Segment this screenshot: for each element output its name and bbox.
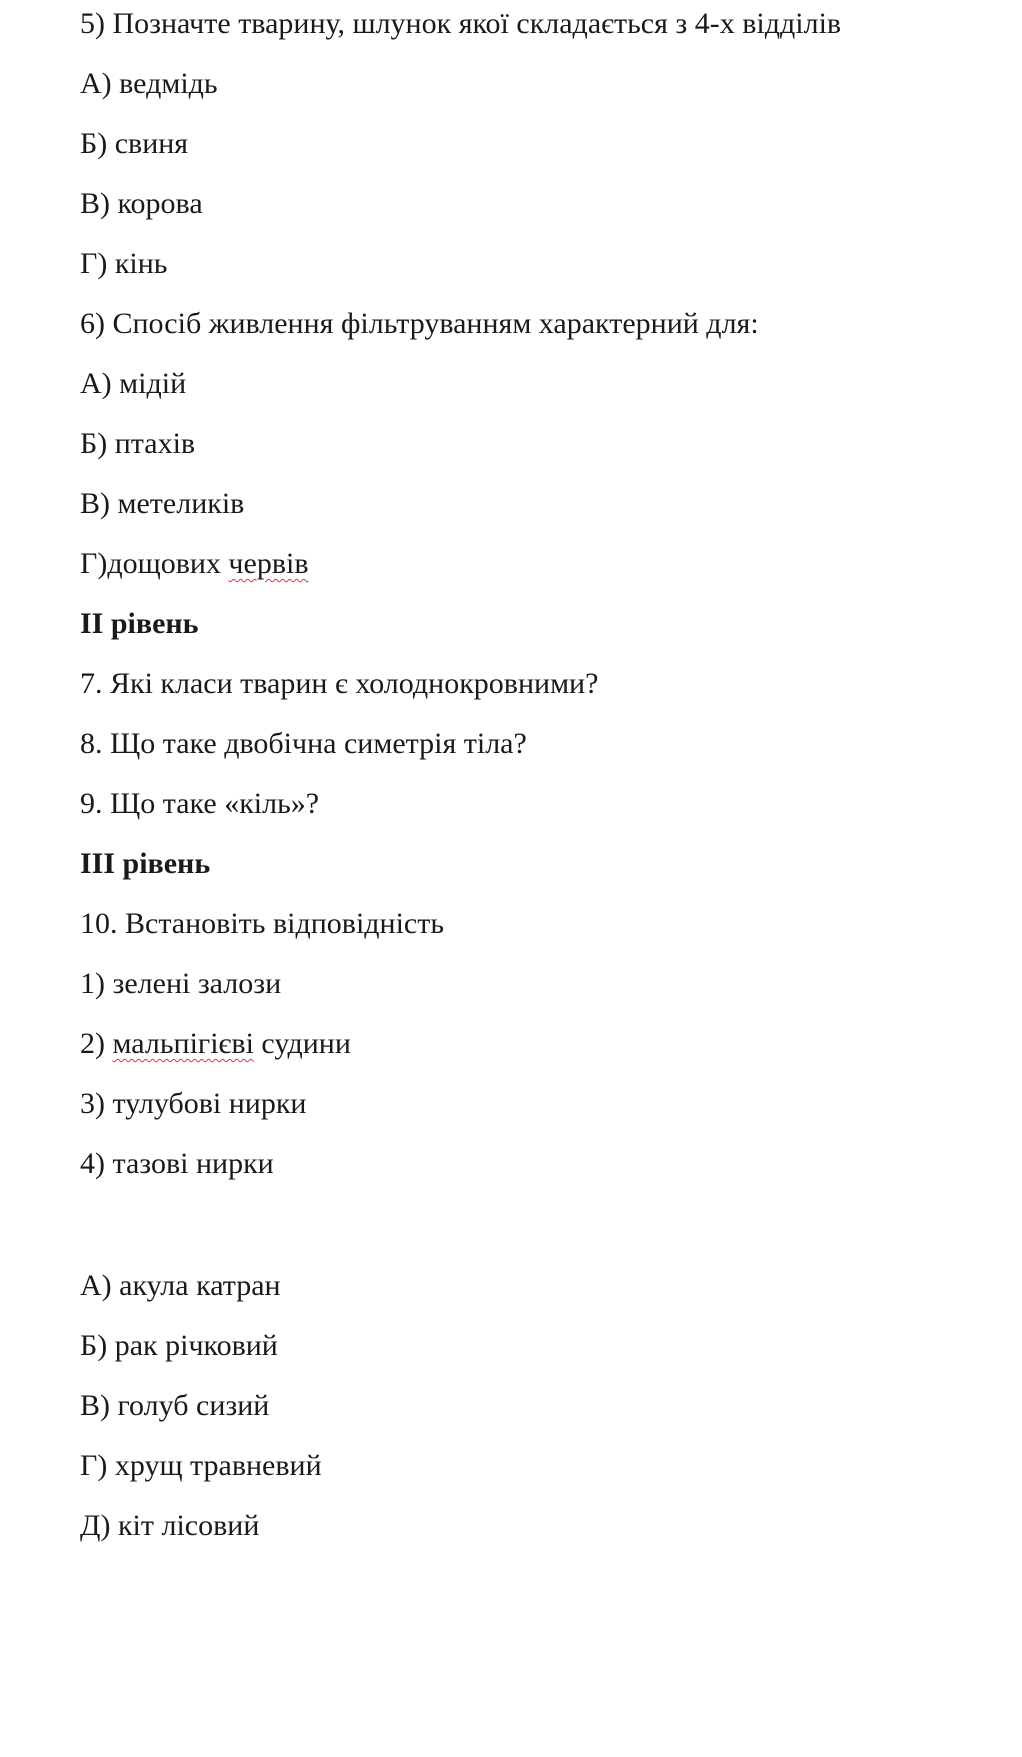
spellcheck-flagged-word: мальпігієві xyxy=(112,1027,254,1060)
question-9: 9. Що таке «кіль»? xyxy=(80,787,320,820)
match-answer-c: В) голуб сизий xyxy=(80,1389,270,1422)
level-2-heading: II рівень xyxy=(80,607,199,640)
question-5-option-c: В) корова xyxy=(80,187,203,220)
match-answer-d: Г) хрущ травневий xyxy=(80,1449,322,1482)
question-8: 8. Що таке двобічна симетрія тіла? xyxy=(80,727,527,760)
question-6-option-b: Б) птахів xyxy=(80,427,196,460)
match-item-2 xyxy=(80,1026,351,1062)
question-5-option-b: Б) свиня xyxy=(80,127,189,160)
question-6-option-c: В) метеликів xyxy=(80,487,245,520)
match-item-3: 3) тулубові нирки xyxy=(80,1087,307,1120)
level-3-heading: III рівень xyxy=(80,847,211,880)
match-item-2-suffix: судини xyxy=(253,1027,351,1060)
question-10: 10. Встановіть відповідність xyxy=(80,907,445,940)
question-6-option-d xyxy=(80,546,309,582)
question-6-option-d-prefix: Г)дощових xyxy=(80,547,229,580)
match-answer-a: А) акула катран xyxy=(80,1269,281,1302)
question-6: 6) Спосіб живлення фільтруванням характерний для: xyxy=(80,307,759,340)
match-item-4: 4) тазові нирки xyxy=(80,1147,274,1180)
question-5-option-a: А) ведмідь xyxy=(80,67,218,100)
question-5: 5) Позначте тварину, шлунок якої складається з 4-х відділів xyxy=(80,7,842,40)
question-5-option-d: Г) кінь xyxy=(80,247,168,280)
match-answer-b: Б) рак річковий xyxy=(80,1329,278,1362)
question-6-option-a: А) мідій xyxy=(80,367,187,400)
match-item-2-prefix: 2) xyxy=(80,1027,113,1060)
match-item-1: 1) зелені залози xyxy=(80,967,282,1000)
match-answer-e: Д) кіт лісовий xyxy=(80,1509,260,1542)
spellcheck-flagged-word: червів xyxy=(228,547,309,580)
question-7: 7. Які класи тварин є холоднокровними? xyxy=(80,667,599,700)
